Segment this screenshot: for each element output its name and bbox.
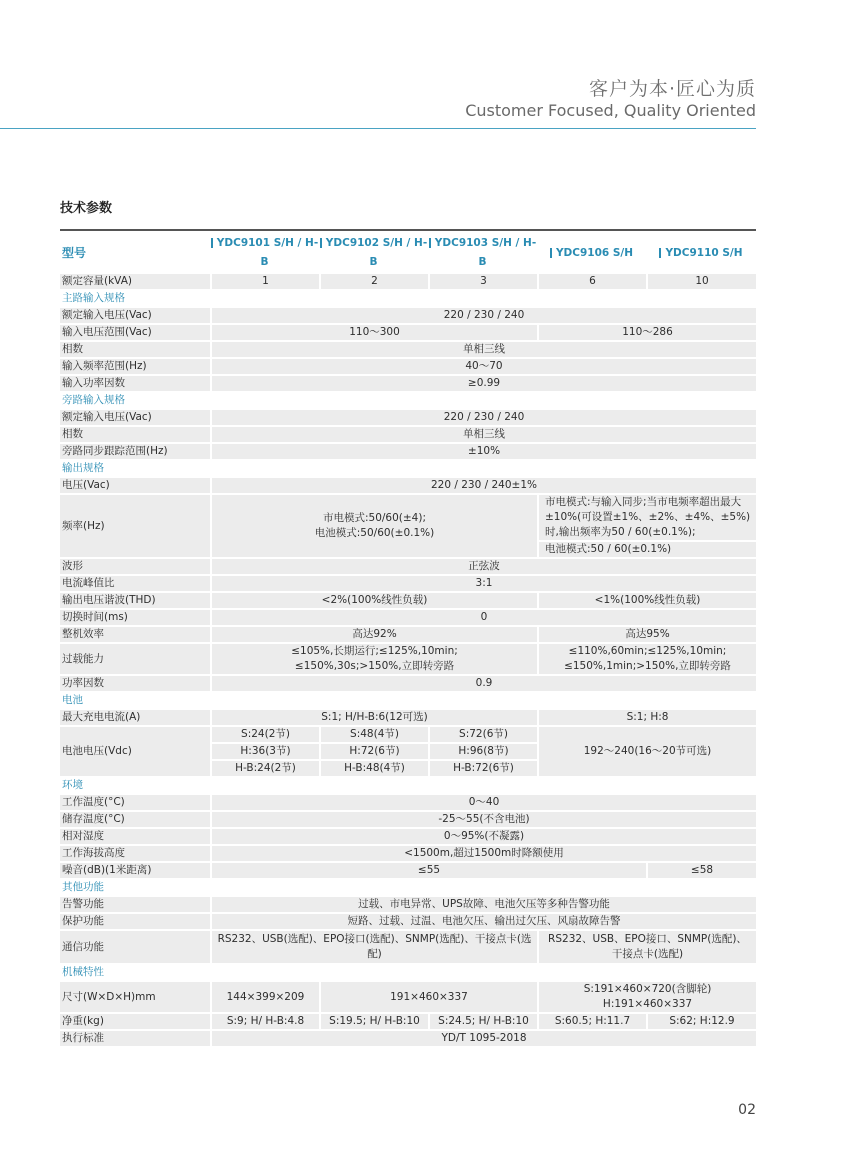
category-mechanical: 机械特性 — [62, 966, 104, 978]
table-row: 频率(Hz) 市电模式:50/60(±4); 电池模式:50/60(±0.1%) 市电模式:与输入同步;当市电频率超出最大 ±10%(可设置±1%、±2%、±4%、±5%) 时,输出频率为50 / 60(±0.1%); — [60, 495, 756, 540]
page-number: 02 — [738, 1102, 756, 1118]
table-row: 电流峰值比 3:1 — [60, 576, 756, 591]
category-battery: 电池 — [62, 694, 83, 706]
category-bypass-input: 旁路输入规格 — [62, 394, 125, 406]
table-row: 切换时间(ms) 0 — [60, 610, 756, 625]
table-row: 整机效率 高达92% 高达95% — [60, 627, 756, 642]
table-row: 过载能力 ≤105%,长期运行;≤125%,10min; ≤150%,30s;>150%,立即转旁路 ≤110%,60min;≤125%,10min; ≤150%,1min;>150%,立即转旁路 — [60, 644, 756, 674]
table-row: 额定输入电压(Vac) 220 / 230 / 240 — [60, 308, 756, 323]
model-1: YDC9101 S/H / H-B — [210, 234, 319, 272]
table-top-rule — [60, 229, 756, 231]
table-row: 电池模式:50 / 60(±0.1%) — [60, 542, 756, 557]
table-row: 保护功能 短路、过载、过温、电池欠压、输出过欠压、风扇故障告警 — [60, 914, 756, 929]
model-4: YDC9106 S/H — [537, 234, 646, 272]
table-row: 噪音(dB)(1米距离) ≤55 ≤58 — [60, 863, 756, 878]
table-row: 储存温度(°C) -25～55(不含电池) — [60, 812, 756, 827]
category-output: 输出规格 — [62, 462, 104, 474]
model-3: YDC9103 S/H / H-B — [428, 234, 537, 272]
model-row — [60, 234, 756, 272]
table-row: H-B:24(2节) H-B:48(4节) H-B:72(6节) — [60, 761, 756, 776]
model-5: YDC9110 S/H — [646, 234, 756, 272]
table-row: 告警功能 过载、市电异常、UPS故障、电池欠压等多种告警功能 — [60, 897, 756, 912]
section-title: 技术参数 — [60, 201, 113, 216]
table-row: 执行标准 YD/T 1095-2018 — [60, 1031, 756, 1046]
table-row: 波形 正弦波 — [60, 559, 756, 574]
table-row: 功率因数 0.9 — [60, 676, 756, 691]
table-row: 净重(kg) S:9; H/ H-B:4.8 S:19.5; H/ H-B:10 S:24.5; H/ H-B:10 S:60.5; H:11.7 S:62; H:12.9 — [60, 1014, 756, 1029]
capacity-row: 额定容量(kVA) 1 2 3 6 10 — [60, 274, 756, 289]
spec-table — [60, 232, 756, 1048]
table-row: 最大充电电流(A) S:1; H/H-B:6(12可选) S:1; H:8 — [60, 710, 756, 725]
model-2: YDC9102 S/H / H-B — [319, 234, 428, 272]
category-environment: 环境 — [62, 779, 83, 791]
table-row: 相对湿度 0～95%(不凝露) — [60, 829, 756, 844]
header-divider — [0, 128, 756, 129]
header-title-en: Customer Focused, Quality Oriented — [465, 101, 756, 120]
table-row: 工作温度(°C) 0～40 — [60, 795, 756, 810]
table-row: 相数 单相三线 — [60, 342, 756, 357]
category-other: 其他功能 — [62, 881, 104, 893]
table-row: 输入电压范围(Vac) 110～300 110～286 — [60, 325, 756, 340]
table-row: 电压(Vac) 220 / 230 / 240±1% — [60, 478, 756, 493]
table-row: 输入功率因数 ≥0.99 — [60, 376, 756, 391]
model-label: 型号 — [62, 245, 87, 260]
table-row: 通信功能 RS232、USB(选配)、EPO接口(选配)、SNMP(选配)、干接点卡(选配) RS232、USB、EPO接口、SNMP(选配)、 干接点卡(选配) — [60, 931, 756, 963]
table-row: 尺寸(W×D×H)mm 144×399×209 191×460×337 S:191×460×720(含脚轮) H:191×460×337 — [60, 982, 756, 1012]
table-row: H:36(3节) H:72(6节) H:96(8节) — [60, 744, 756, 759]
table-row: 相数 单相三线 — [60, 427, 756, 442]
table-row: 电池电压(Vdc) S:24(2节) S:48(4节) S:72(6节) 192～240(16～20节可选) — [60, 727, 756, 742]
table-row: 额定输入电压(Vac) 220 / 230 / 240 — [60, 410, 756, 425]
header-title-cn: 客户为本·匠心为质 — [588, 78, 756, 100]
category-main-input: 主路输入规格 — [62, 292, 125, 304]
table-row: 输出电压谐波(THD) <2%(100%线性负载) <1%(100%线性负载) — [60, 593, 756, 608]
table-row: 输入频率范围(Hz) 40～70 — [60, 359, 756, 374]
table-row: 工作海拔高度 <1500m,超过1500m时降额使用 — [60, 846, 756, 861]
table-row: 旁路同步跟踪范围(Hz) ±10% — [60, 444, 756, 459]
